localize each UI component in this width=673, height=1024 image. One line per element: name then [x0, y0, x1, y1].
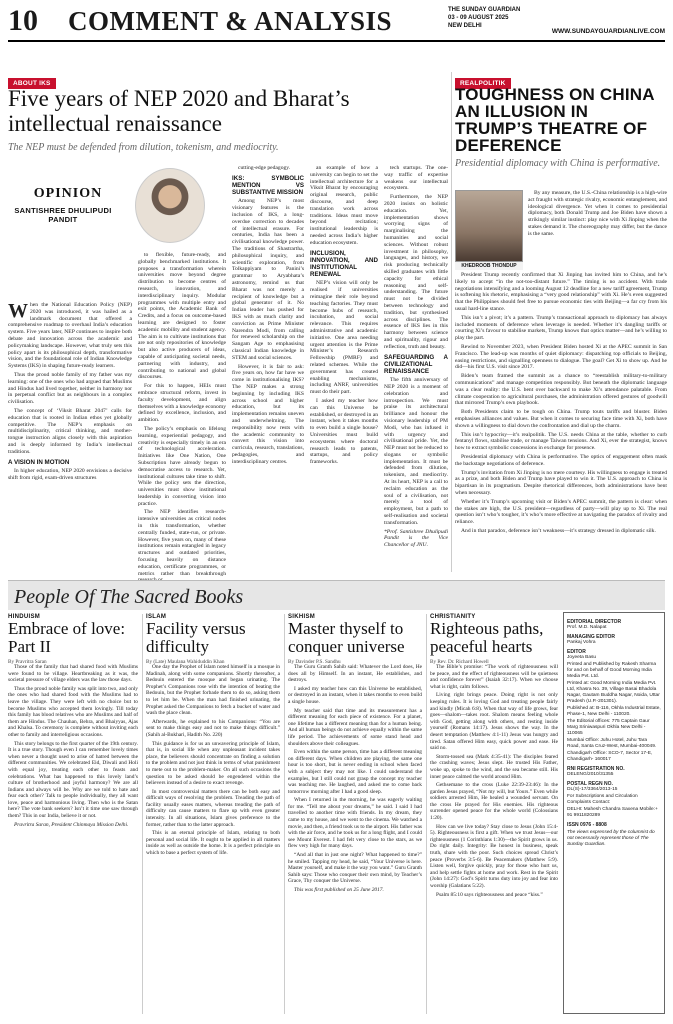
paragraph: The concept of ‘Viksit Bharat 2047’ calls for education that is rooted in Indian ethos yet globally competitive. The NEP’s emphasis on multidisciplinarity, critical thinking, and mother-tongue instruction aligns closely with this aspiration and is deeply informed by India’s intellectual traditions.	[8, 407, 132, 455]
paragraph: Whether it’s Trump’s upcoming visit or Biden’s APEC summit, the pattern is clear: when the stakes are high, the U.S. president—regardless of party—will play up to Xi. The real question isn’t who’s tougher, it’s who’s more effective at navigating the paradox of rivalry and reliance.	[455, 498, 667, 526]
realpolitik-column-body	[455, 272, 667, 537]
paragraph: This is an eternal principle of Islam, relating to both personal and social life. It ought to be applied in all matters inside as well as outside the home. It is a perfect principle on which to base a perfect system of life.	[146, 830, 280, 857]
subhead: INCLUSION, INNOVATION, AND INSTITUTIONAL RENEWAL	[310, 249, 378, 279]
masthead-value: Prof. M.D. Nalapat	[567, 625, 607, 630]
byline: By Rev. Dr. Richard Howell	[430, 659, 489, 665]
paragraph: One day the Prophet of Islam noted himself in a mosque in Madinah, along with some companions. Shortly thereafter, a Bedouin entered the mosque and began urinating. The Prophet’s Companions rose with the intention of beating the Bedouin, but the Prophet forbade them to do so, asking them to let him be. When the man had finished urinating, the Prophet asked the Companions to fetch a bucket of water and wash the place clean.	[146, 664, 280, 717]
realpolitik-headline[interactable]: TOUGHNESS ON CHINA AN ILLUSION IN TRUMP’S THEATRE OF DEFERENCE	[455, 85, 655, 155]
paragraph: Thus the proud noble family was split into two, and only the ones who had shared food with the Muslims had to leave the village. They were left with no choice but to become Muslims who accepted them lovingly. Till today this family has blood relatives who are Muslims and half of them are Hindus. The Chauhan, Behra, and Bhaiyyas, Ajas and Khalsa. To ceremony is complete without inviting each other to family and interreligious occasions.	[8, 685, 138, 738]
article-headline[interactable]: Righteous paths, peaceful hearts	[430, 619, 544, 656]
paragraph: tech startups. The one-way traffic of expertise weakens our intellectual ecosystem.	[384, 165, 448, 192]
masthead-value: DELENG/2010/31355	[567, 772, 614, 777]
paragraph: Rewind to November 2023, when President Biden hosted Xi at the APEC summit in San Francisco. The lead-up was months of quiet diplomacy: dispatching top officials to Beijing, easing restrictions, and signalling openness to dialogue. The goal? Get Xi to show up. And he did—his first U.S. visit since 2017.	[455, 343, 667, 371]
paragraph: However, it is fair to ask: five years on, how far have we come in institutionalising IKS? The NEP makes a strong beginning by including IKS across school and higher education, but its implementation remains uneven and underwhelming. The responsibility now rests with the academic community to convert this vision into curricula, research, translations, pedagogies, and interdisciplinary centres.	[232, 363, 304, 465]
article-column-1	[8, 302, 132, 483]
byline: By Pravritra Saran	[8, 659, 47, 665]
website-link[interactable]: WWW.SUNDAYGUARDIANLIVE.COM	[551, 28, 665, 35]
paragraph: Trump’s invitation from Xi Jinping is no mere courtesy. His willingness to engage is treated as a prize, and both Biden and Trump have played to win it. The U.S. approach to China is bipartisan in its pragmatism. Despite rhetorical differences, both administrations have bent when necessary.	[455, 469, 667, 496]
author-note: Pravritra Saran, President Chinmaya Mission Delhi.	[14, 821, 129, 828]
paragraph: Afterwards, he explained to his Companions: “You are sent to make things easy and not to make things difficult.” (Sahih al-Bukhari, Hadith No. 220)	[146, 718, 280, 738]
paragraph: hen the National Education Policy (NEP) 2020 was introduced, it was hailed as a landmark document that offered a comprehensive roadmap to overhaul India’s education system. Five years later, NEP continues to inspire both debate and innovation across the academic and policymaking landscape. However, what truly sets this policy apart is its philosophical depth, transformative vision, and the foundational role of Indian Knowledge Systems (IKS) in shaping future-ready learners.	[8, 302, 132, 370]
sikhism-body	[288, 664, 422, 896]
page-number: 10	[8, 4, 38, 37]
paragraph: In higher education, NEP 2020 envisions a decisive shift from rigid, exam-driven structures	[8, 467, 132, 481]
article-tag: ABOUT IKS	[8, 78, 56, 89]
page-header	[0, 0, 673, 42]
author-footnote: *Prof. Santishree Dhulipudi Pandit is the Vice Chancellor of JNU.	[384, 528, 448, 549]
paragraph: to flexible, future-ready, and globally benchmarked institutions. It proposes a transformation wherein universities move beyond degree distribution to become centres of research, innovation, and interdisciplinary inquiry. Modular programmes with multiple entry and exit points, the Academic Bank of Credits, and a focus on outcome-based learning are designed to foster academic mobility and student agency. The aim is to cultivate institutions that are not only repositories of knowledge but also active producers of ideas, capable of anticipating societal needs, partnering with industry, and contributing to national and global discourses.	[138, 252, 226, 381]
column-divider	[426, 614, 427, 1014]
article-headline[interactable]: Embrace of love: Part II	[8, 619, 126, 656]
religion-tag: HINDUISM	[8, 614, 41, 620]
religion-tag: CHRISTIANITY	[430, 614, 476, 620]
realpolitik-column-top	[528, 190, 667, 240]
masthead-value: Chandigarh Office: SCO-7, Sector 17-E, Chandigarh- 160017	[567, 751, 653, 762]
article-column-4	[310, 165, 378, 468]
masthead-value: Printed and Published by Rakesh Sharma for and on behalf of Good Morning India Media Pvt. Ltd.	[567, 662, 657, 679]
paragraph: By any measure, the U.S.-China relationship is a high-wire act fraught with strategic rivalry, economic entanglement, and ideological divergence. Yet when it comes to presidential diplomacy, both Donald Trump and Joe Biden have shown a strikingly similar instinct: play nice with Xi Jinping when the stakes demand it. The choreography may differ, but the dance is the same.	[528, 190, 667, 237]
paragraph: Gethsemane to the cross (Luke 22:39-23:46): In the garden Jesus prayed, “Not my will, but Yours.” Even while soldiers arrested Him, He healed a wounded servant. On the cross He prayed for His enemies. His righteous surrender opened peace for the whole world (Colossians 1:20).	[430, 782, 558, 822]
christianity-header	[430, 614, 558, 665]
main-headline[interactable]: Five years of NEP 2020 and Bharat’s intellectual renaissance	[8, 86, 350, 136]
masthead-line: THE SUNDAY GUARDIAN	[448, 7, 521, 13]
paragraph: The fifth anniversary of NEP 2020 is a moment of celebration and introspection. We must praise its architectural brilliance and honour the visionary leadership of PM Modi, who has infused it with urgency and civilisational pride. Yet, the NEP must not be reduced to slogans or symbolic implementation. It must be defended from dilution, tokenism, and mediocrity. At its heart, NEP is a call to reclaim education as the soul of a civilisation, not merely a tool of employment, but a path to self-realisation and societal transformation.	[384, 377, 448, 526]
paragraph: The policy’s emphasis on lifelong learning, experiential pedagogy, and creativity is especially timely in an era of technological acceleration. Initiatives like One Nation, One Subscription have already begun to democratise access to research. Yet, institutional cultures take time to shift. While the policy sets the direction, universities must show institutional leadership in converting vision into practice.	[138, 425, 226, 507]
article-headline[interactable]: Facility versus difficulty	[146, 619, 246, 656]
paragraph: The Guru Granth Sahib said: Whatever the Lord does, He does all by Himself. In an instant, He establishes, and destroys.	[288, 664, 422, 684]
masthead-value: Mumbai Office: Juhu Hotel, Juhu Tara Road, Santa Cruz-West, Mumbai-400049.	[567, 738, 657, 749]
paragraph: I asked my teacher how can this Universe be established, or destroyed in an instant, when it takes months to even build a single house.	[288, 685, 422, 705]
subhead: A VISION IN MOTION	[8, 458, 70, 466]
masthead-value: For Subscriptions and Circulation Complaints Contact:	[567, 794, 638, 805]
article-column-3	[232, 165, 304, 467]
masthead-heading: MANAGING EDITOR	[567, 634, 615, 640]
dropcap: W	[8, 300, 28, 322]
article-column-2	[138, 252, 226, 586]
masthead-line: NEW DELHI	[448, 23, 482, 29]
paragraph: Among NEP’s most visionary features is the inclusion of IKS, a long-overdue correction to decades of intellectual erasure. For centuries, India has been a civilisational knowledge power. The traditions of Shastrartha, philosophical inquiry, and scientific exploration, from Tolkappiyam to Panini’s grammar to Aryabhata’s astronomy, remind us that Bharat was not merely a recipient of knowledge but a global generator of it. No Indian leader has pushed for IKS with as much clarity and conviction as Prime Minister Narendra Modi, from calling for renewed scholarship on the Sangam Age to emphasising classical Indian knowledge in STEM and social sciences.	[232, 198, 304, 361]
article-column-5	[384, 165, 448, 551]
masthead-info	[448, 6, 520, 30]
paragraph: This isn’t hypocrisy—it’s realpolitik. The U.S. needs China at the table, whether to curb fentanyl flows, stabilise trade, or manage Taiwan tensions. And Xi, ever the strategist, knows how to extract symbolic concessions in exchange for presence.	[455, 431, 667, 452]
paragraph: And in that paradox, deference isn’t weakness—it’s strategy dressed in diplomatic silk.	[461, 527, 656, 534]
paragraph: Both Presidents claim to be tough on China. Trump touts tariffs and bluster. Biden emphasises alliances and values. But when it comes to securing face time with Xi, both have shown a willingness to dial down the confrontation and dial up the charm.	[455, 409, 667, 429]
paragraph: Thus the proud noble family of my father was my learning: one of the ones who had argued that Muslims and Hindus had lived together, neither in harmony nor in perpetual conflict but as neighbours in a complex civilisation.	[8, 371, 132, 406]
paragraph: NEP’s vision will only be realised if universities reimagine their role beyond teaching factories. They must become hubs of research, incubation, and social relevance. This requires administrative and academic initiative. One area needing urgent attention is the Prime Minister’s Research Fellowship (PMRF) and related schemes. While the government has created enabling mechanisms, including ANRF, universities must do their part.	[310, 280, 378, 396]
paragraph: The NEP identifies research-intensive universities as critical nodes in this transformation, whether centrally funded, state-run, or private. However, five years on, many of these institutions remain entangled in legacy structures and outdated priorities, focusing heavily on distance education, certificate programmes, or metrics rather than breakthrough	[138, 509, 226, 577]
section-title: COMMENT & ANALYSIS	[68, 6, 393, 36]
header-divider	[8, 40, 665, 42]
paragraph: The Bible’s promise: “The work of righteousness will be peace, and the effect of righteousness will be quietness and confidence forever” (Isaiah 32:17). When we choose what is right, calm follows.	[430, 664, 558, 690]
masthead-value: Published at: B-116, Okhla Industrial Estate, Phase-1, New Delhi - 110020.	[567, 706, 661, 717]
paragraph: This guidance is for us an unwavering principle of Islam, that is, in social life when any unpleasant incident takes place, the believers should concentrate on finding a solution to the problem and not just think in terms of what punishment to mete out to the problem-maker. On all such occasions the question to be asked should be engendered within the believers instead of a desire to exact revenge.	[146, 740, 280, 787]
paragraph: Even within the same person, time has a different meaning on different days. When children are playing, the same one hour is too short, but is never ending in school when faced with a subject they may not like. I could understand the examples, but I still could not grasp the concept my teacher was teaching me. He laughed, and asked me to come back tomorrow morning after I had a good sleep.	[288, 749, 422, 795]
paragraph: an example of how a university can begin to set the intellectual architecture for a Viksit Bharat by encouraging original research, public discourse, and deep translation work across traditions. Ideas must move beyond recitation; institutional leadership is needed across India’s higher education ecosystem.	[310, 165, 378, 246]
paragraph: For this to happen, HEIs must embrace structural reform, invest in faculty development, and align themselves with a knowledge economy defined by excellence, inclusion, and ambition.	[138, 383, 226, 424]
author-photo	[455, 190, 523, 262]
subhead: IKS: SYMBOLIC MENTION VS SUBSTANTIVE MISSION	[232, 174, 304, 197]
sikhism-header	[288, 614, 422, 665]
realpolitik-deck: Presidential diplomacy with China is performative.	[455, 158, 661, 169]
paragraph: How can we live today? Stay close to Jesus (John 15:4-5). Righteousness is first a gift. When we trust Jesus—our righteousness (1 Corinthians 1:30)—the Spirit grows in us. Do right daily. Integrity: Be honest in business, speak truth, share with the poor. Such choices spread Christ’s peace (Proverbs 3:5-6). Be Peacemakers (Matthew 5:9). Listen well, forgive quickly, pray for those who hurt us, and help settle fights at home and work. Rest in the Spirit (John 14:27): God’s Spirit turns duty into joy and fear into worship (Galatians 5:22).	[430, 823, 558, 889]
paragraph: Presidential diplomacy with China is performative. The optics of engagement often mask the backstage negotiations of deference.	[455, 453, 667, 467]
paragraph: When I returned in the morning, he was eagerly waiting for me. “Tell me about your dreams,” he said. I said I had travelled to another time with friends. In my dream, they came to my house, and we went to the cinema. We watched a movie, and then, a friend took us to the airport. His father was with the air force, and he took us for a long flight, and I could see Mount Everest. I had felt very close to the stars, as we flew very high for many days.	[288, 797, 422, 850]
masthead-value: Printed at: Good Morning India Media Pvt. Ltd, Khasra No. 39, Village Basai Bhadola Nagar, Gautam Buddha Nagar, Noida, Uttar Pradesh (U.P.-201301).	[567, 681, 660, 704]
paragraph: “And all that in just one night? What happened to time?” he smiled. Tapping my head, he said, “Your Universe is here. Master yourself, and make it the way you want.” Guru Granth Sahib says: Those who conquer their own mind, by Teacher’s Grace, Thy conquer the Universe.	[288, 852, 422, 885]
author-name: SANTISHREE DHULIPUDI PANDIT	[14, 206, 112, 224]
column-divider	[284, 614, 285, 1014]
masthead-heading: EDITOR	[567, 649, 586, 655]
masthead-value: DL(S)-17/3364/2013-15	[567, 787, 618, 792]
paragraph: cutting-edge pedagogy.	[238, 165, 291, 171]
column-divider	[142, 614, 143, 1014]
paragraph: Biden’s team framed the summit as a chance to “reestablish military-to-military communications” and manage competition responsibly. But beneath the diplomatic language was a clear reality: the U.S. bent over backward to make Xi’s attendance palatable. From climate cooperation to agricultural purchases, the administration offered gestures of goodwill that mirrored Trump’s own playbook.	[455, 373, 667, 407]
main-deck: The NEP must be defended from dilution, tokenism, and mediocrity.	[8, 142, 279, 153]
byline: By (Late) Maulana Wahiduddin Khan	[146, 659, 225, 665]
paragraph: Those of the family that had shared food with Muslims were found to be village. Heartbreaking as it was, the societal pressure of village elders was the law those days.	[8, 664, 138, 684]
masthead-box	[563, 612, 665, 1014]
masthead-disclaimer: The views expressed by the columnist do not necessarily represent those of The Sunday Guardian.	[567, 830, 655, 847]
religion-tag: SIKHISM	[288, 614, 316, 620]
paragraph: My teacher said that time and its measurement has a different meaning for each piece of existence. For a planet, one lifetime has a different meaning than for a human being. And all human beings do not achieve equally within the same life period. The achievements of some stand head and shoulders above their colleagues.	[288, 707, 422, 747]
author-block	[8, 168, 128, 296]
article-headline[interactable]: Master thyself to conquer universe	[288, 619, 405, 656]
masthead-value: The Editorial offices: 775 Captain Gaur Marg Sriniwaspuri Okhla New Delhi - 110065	[567, 719, 650, 736]
opinion-label: OPINION	[33, 186, 103, 201]
masthead-value: DELHI: Mahesh Chandra Saxena Mobile:+ 91 9911820289	[567, 807, 658, 818]
masthead-value: Pankaj Vohra	[567, 640, 596, 645]
publication-note: This was first published on 25 June 2017.	[294, 887, 384, 893]
paragraph: Living right brings peace. Doing right is not only keeping rules. It is loving God and treating people fairly and kindly (Micah 6:8). When that way of life grows, fear goes—shalom—takes root. Shalom means feeling whole with God, getting along with others, and resting inside yourself (Romans 14:17). Jesus shows the way. In the desert temptation (Matthew 4:1-11) Jesus was hungry and tired. Satan offered Him easy, quick power and ease. He said no.	[430, 692, 558, 752]
paragraph: This story belongs to the first quarter of the 19th century. It is a true story. Though even I can remember lovely times when never a thought used to arise of hatred between the different communities. We celebrated Eid, Diwali and Holi with equal joy, treating each other to feasts and celebrations. What has happened to this lovely land’s culture of brotherhood and joyful harmony? We are all Indians and always will be. Why are we told to hate and fear each other? Talk to people individually, they all want love, peace and harmonious living. Then who is the Satan here? The vote bank seekers? Isn’t it time one saw through them? This in our India, believe it or not.	[8, 740, 138, 820]
christianity-body	[430, 664, 558, 900]
byline: By Davinder P.S. Sandhu	[288, 659, 341, 665]
paragraph: President Trump recently confirmed that Xi Jinping has invited him to China, and he’s likely to accept “in the not-too-distant future.” The timing is no accident. With trade negotiations intensifying and a looming August 12 deadline for a new tariff agreement, Trump is softening his rhetoric, emphasising a “very good relationship” with Xi. He’s even suggested that the Philippines should feel free to pursue economic ties with Beijing—a far cry from his usual hard-line stance.	[455, 272, 667, 312]
subhead: SAFEGUARDING A CIVILIZATIONAL RENAISSANCE	[384, 353, 448, 375]
masthead-heading: ISSN 0976 - 8808	[567, 822, 607, 828]
paragraph: This isn’t a pivot; it’s a pattern. Trump’s transactional approach to diplomacy has always included moments of deference when leverage is needed. Whether it’s dangling tariffs or courting Xi’s favour to stabilise markets, Trump knows that optics matter—and he’s willing to play the part.	[455, 314, 667, 342]
photo-caption: KHEDROOB THONDUP	[455, 262, 523, 270]
section-banner-title: People Of The Sacred Books	[14, 586, 244, 608]
column-divider	[451, 72, 452, 572]
paragraph: In most controversial matters there can be both easy and difficult ways of resolving the problem. Treading the path of facility usually eases matters, whereas treading the path of difficulty can cause matters to flare up with even greater intensity. In all situations, Islam gives preference to the former, rather than to the latter approach.	[146, 788, 280, 828]
realpolitik-tag: REALPOLITIK	[455, 78, 511, 89]
paragraph: I asked my teacher how can this Universe be established, or destroyed in an instant, when it takes months to even build a single house? Universities must build ecosystems where doctoral research leads to patents, startups, and policy frameworks.	[310, 397, 378, 466]
masthead-value: Joyeeta Basu	[567, 655, 597, 660]
islam-body	[146, 664, 280, 859]
masthead-heading: RNI REGISTRATION NO.	[567, 766, 625, 772]
masthead-heading: POSTAL REGN NO.	[567, 781, 613, 787]
hinduism-body	[8, 664, 138, 830]
hinduism-header	[8, 614, 138, 665]
author-avatar	[135, 168, 205, 243]
religion-tag: ISLAM	[146, 614, 167, 620]
masthead-heading: EDITORIAL DIRECTOR	[567, 619, 622, 625]
paragraph: Psalm 85:10 says righteousness and peace “kiss.”	[436, 891, 543, 898]
masthead-line: 03 - 09 AUGUST 2025	[448, 15, 509, 21]
paragraph: Furthermore, the NEP 2020 insists on holistic education. Yet, implementation shows worrying signs of marginalising the humanities and social sciences. Without robust investment in philosophy, languages, and history, we risk producing technically skilled graduates with little capacity for ethical reasoning and self-understanding. The future must not be divided between technology and tradition, but synthesised across disciplines. The essence of IKS lies in this harmony between science and spirituality, rigour and reflection, truth and beauty.	[384, 194, 448, 350]
islam-header	[146, 614, 280, 665]
paragraph: Storm-tossed sea (Mark 4:35-41): The disciples feared the crashing waves; Jesus slept. He trusted His Father, woke up, spoke to the wind, and the sea became still. His inner peace calmed the world around Him.	[430, 753, 558, 780]
